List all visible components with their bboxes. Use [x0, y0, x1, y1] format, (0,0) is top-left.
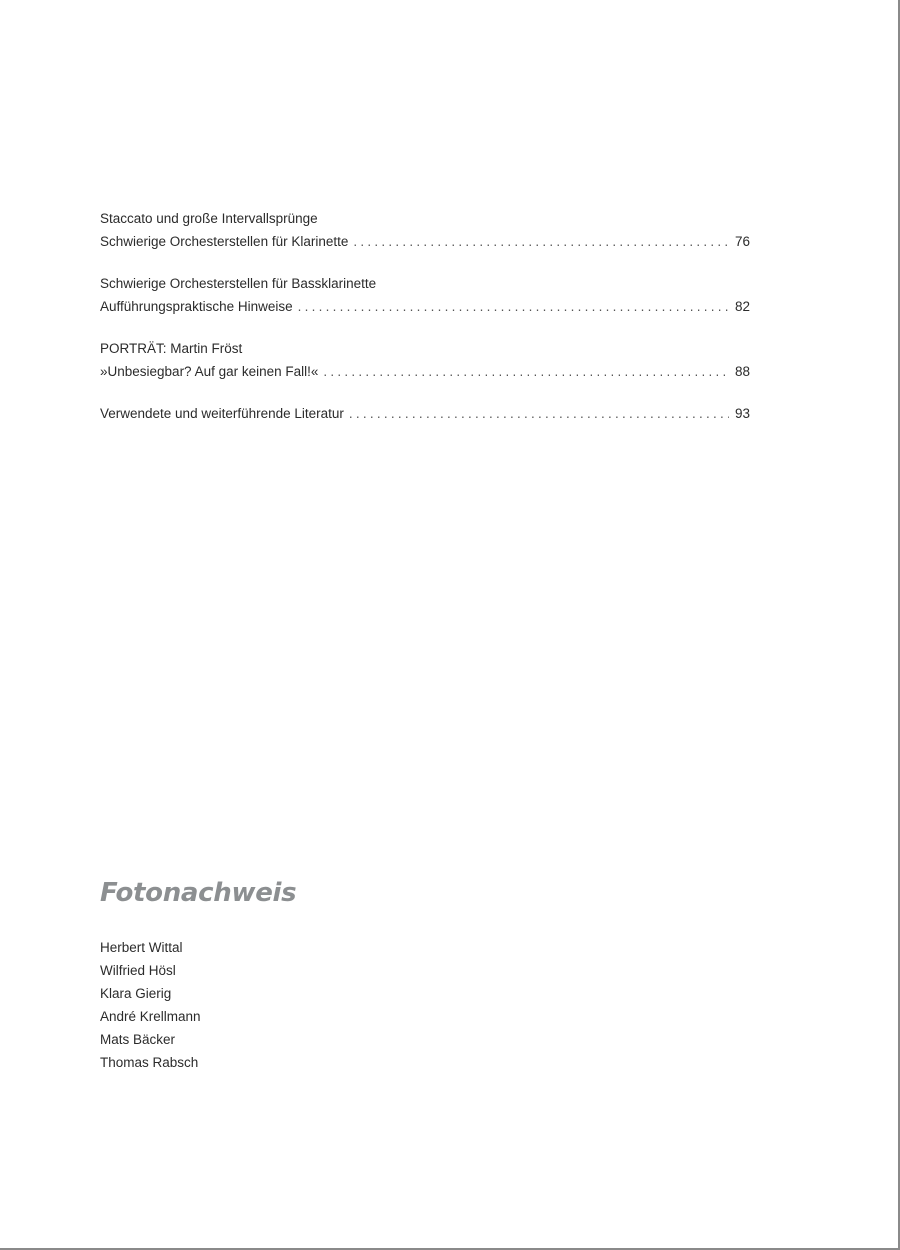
toc-entry-row[interactable]: [100, 295, 750, 318]
toc-entry-row[interactable]: [100, 402, 750, 425]
credit-name: Klara Gierig: [100, 986, 172, 1001]
toc-entry-subtitle: PORTRÄT: Martin Fröst: [100, 341, 243, 356]
toc-entry-row[interactable]: [100, 360, 750, 383]
toc-entry-row[interactable]: [100, 230, 750, 253]
credit-name: Thomas Rabsch: [100, 1055, 199, 1070]
dot-leader: [353, 230, 729, 253]
dot-leader: [298, 295, 729, 318]
toc-entry-subtitle: Staccato und große Intervallsprünge: [100, 211, 318, 226]
table-of-contents: [100, 207, 750, 444]
toc-entry-title: Verwendete und weiterführende Literatur: [100, 406, 344, 421]
dot-leader: [349, 402, 729, 425]
credit-name: Herbert Wittal: [100, 940, 183, 955]
toc-page-number: 88: [734, 364, 750, 379]
photo-credits-heading: Fotonachweis: [100, 878, 297, 908]
credit-name: Wilfried Hösl: [100, 963, 176, 978]
credit-name: André Krellmann: [100, 1009, 201, 1024]
credit-name: Mats Bäcker: [100, 1032, 176, 1047]
photo-credits-list: [100, 936, 600, 1074]
toc-entry-title: Aufführungspraktische Hinweise: [100, 299, 293, 314]
dot-leader: [323, 360, 729, 383]
toc-entry-portrait: [100, 337, 750, 383]
toc-page-number: 93: [734, 406, 750, 421]
toc-entry-title: Schwierige Orchesterstellen für Klarinette: [100, 234, 349, 249]
toc-entry-title: »Unbesiegbar? Auf gar keinen Fall!«: [100, 364, 319, 379]
toc-entry-bass-clarinet: [100, 272, 750, 318]
toc-entry-literature: [100, 402, 750, 425]
toc-page-number: 76: [734, 234, 750, 249]
toc-page-number: 82: [734, 299, 750, 314]
toc-entry-subtitle: Schwierige Orchesterstellen für Bassklarinette: [100, 276, 377, 291]
photo-credits-section: [100, 878, 600, 1074]
toc-entry-clarinet-excerpts: [100, 207, 750, 253]
